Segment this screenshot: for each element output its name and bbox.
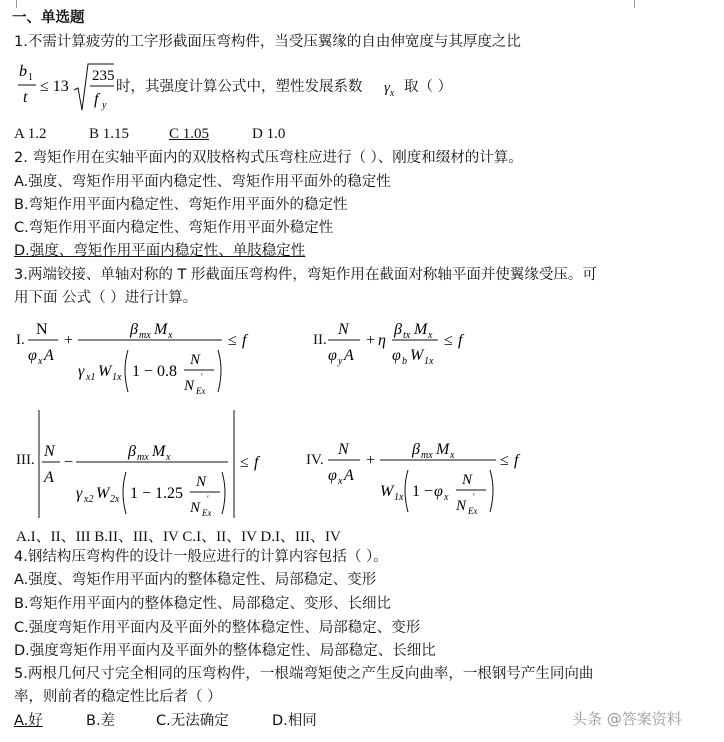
svg-text:mx: mx [421, 450, 433, 461]
svg-text:W: W [96, 485, 110, 502]
svg-text:x: x [444, 492, 449, 503]
svg-text:f: f [242, 332, 247, 349]
svg-text:f: f [458, 332, 463, 349]
svg-text:x2: x2 [84, 494, 94, 505]
formula-i [28, 312, 288, 402]
svg-text:N: N [196, 474, 207, 490]
svg-text:235: 235 [92, 68, 115, 84]
formula-iv-label: IV. [306, 452, 324, 468]
svg-text:t: t [23, 89, 28, 106]
svg-text:f: f [254, 454, 259, 471]
q1-stem-tail: 取（ ） [404, 79, 453, 95]
svg-text:2x: 2x [110, 494, 120, 505]
svg-text:W: W [98, 363, 112, 380]
svg-text:′: ′ [473, 492, 475, 502]
q5-stem-line2: 率，则前者的稳定性比后者（ ） [14, 689, 222, 705]
svg-text:′: ′ [201, 372, 203, 382]
svg-text:≤: ≤ [240, 454, 249, 471]
svg-text:φ: φ [392, 347, 401, 364]
svg-text:A: A [44, 469, 54, 486]
svg-text:x: x [428, 330, 433, 341]
svg-text:1x: 1x [424, 356, 434, 367]
q5-option-c[interactable]: C.无法确定 [156, 713, 229, 729]
q2-option-d[interactable]: D.强度、弯矩作用平面内稳定性、单肢稳定性 [14, 243, 306, 259]
svg-text:β: β [130, 321, 138, 338]
q2-option-c[interactable]: C.弯矩作用平面内稳定性、弯矩作用平面外稳定性 [14, 220, 334, 236]
svg-text:φ: φ [328, 467, 337, 484]
formula-iii [36, 408, 276, 520]
formula-ii [328, 312, 498, 372]
svg-text:y: y [102, 100, 107, 111]
svg-text:W: W [410, 347, 424, 364]
q2-stem: 2. 弯矩作用在实轴平面内的双肢格构式压弯柱应进行（ ）、刚度和缀材的计算。 [14, 150, 523, 166]
svg-text:x: x [450, 450, 455, 461]
gamma-x-symbol: $\gamma_x$ [384, 80, 395, 99]
svg-text:γ: γ [76, 485, 83, 502]
svg-text:N: N [44, 443, 55, 460]
svg-text:N: N [36, 321, 48, 338]
q4-option-c[interactable]: C.强度弯矩作用平面内及平面外的整体稳定性、局部稳定、变形 [14, 620, 421, 636]
q1-option-a[interactable]: A 1.2 [14, 126, 47, 142]
svg-text:A: A [344, 347, 354, 364]
svg-text:+: + [366, 452, 376, 469]
svg-text:M: M [152, 443, 166, 460]
q4-option-b[interactable]: B.弯矩作用平面内的整体稳定性、局部稳定、变形、长细比 [14, 596, 392, 612]
svg-text:N: N [338, 321, 349, 338]
svg-text:β: β [412, 441, 420, 458]
svg-text:b: b [402, 356, 407, 367]
svg-text:mx: mx [137, 452, 149, 463]
svg-text:M: M [436, 441, 450, 458]
svg-text:−: − [64, 454, 74, 471]
svg-text:x1: x1 [86, 372, 96, 383]
svg-text:Ex: Ex [468, 506, 478, 516]
svg-text:1 −: 1 − [412, 483, 434, 500]
q2-option-a[interactable]: A.强度、弯矩作用平面内稳定性、弯矩作用平面外的稳定性 [14, 174, 391, 190]
svg-text:φ: φ [434, 483, 443, 500]
svg-text:≤: ≤ [500, 452, 509, 469]
formula-i-label: I. [16, 332, 25, 348]
q2-option-b[interactable]: B.弯矩作用平面内稳定性、弯矩作用平面外的稳定性 [14, 197, 348, 213]
q3-stem-line2: 用下面 公式（ ）进行计算。 [14, 290, 198, 306]
svg-text:f: f [514, 452, 519, 469]
svg-text:Ex: Ex [202, 508, 212, 518]
svg-text:≤: ≤ [444, 332, 453, 349]
svg-text:f: f [94, 91, 99, 108]
q1-stem-suffix: 时，其强度计算公式中，塑性发展系数 [116, 79, 363, 95]
q4-option-a[interactable]: A.强度、弯矩作用平面内的整体稳定性、局部稳定、变形 [14, 572, 377, 588]
crop-mark-top-left [8, 0, 17, 8]
svg-text:A: A [344, 467, 354, 484]
svg-text:+: + [64, 332, 74, 349]
q4-option-d[interactable]: D.强度弯矩作用平面内及平面外的整体稳定性、局部稳定、长细比 [14, 643, 436, 659]
q3-stem-line1: 3.两端铰接、单轴对称的 T 形截面压弯构件，弯矩作用在截面对称轴平面并使翼缘受压。可 [14, 267, 597, 283]
svg-text:N: N [190, 352, 201, 368]
q5-option-d[interactable]: D.相同 [272, 713, 317, 729]
q1-option-b[interactable]: B 1.15 [89, 126, 130, 142]
q4-stem: 4.钢结构压弯构件的设计一般应进行的计算内容包括（ ）。 [14, 549, 388, 565]
svg-text:N: N [456, 498, 467, 514]
svg-text:1x: 1x [112, 372, 122, 383]
svg-text:+: + [366, 332, 376, 349]
svg-text:φ: φ [328, 347, 337, 364]
q3-answer-options[interactable]: A.I、II、III B.II、III、IV C.I、II、IV D.I、III、IV [16, 529, 341, 545]
svg-text:η: η [378, 332, 386, 349]
svg-text:1 − 1.25: 1 − 1.25 [130, 485, 184, 502]
svg-text:W: W [380, 483, 394, 500]
svg-text:1x: 1x [394, 492, 404, 503]
svg-text:M: M [414, 321, 428, 338]
svg-text:M: M [154, 321, 168, 338]
svg-text:N: N [462, 472, 473, 488]
svg-text:x: x [38, 356, 43, 367]
formula-iii-label: III. [16, 452, 35, 468]
svg-text:γ: γ [78, 363, 85, 380]
formula-iv [328, 432, 548, 522]
svg-text:N: N [190, 500, 201, 516]
q1-stem: 1.不需计算疲劳的工字形截面压弯构件，当受压翼缘的自由伸宽度与其厚度之比 [14, 34, 521, 50]
svg-text:1: 1 [28, 72, 33, 83]
svg-text:x: x [168, 330, 173, 341]
q1-option-c[interactable]: C 1.05 [169, 126, 210, 142]
svg-text:1 − 0.8: 1 − 0.8 [132, 363, 178, 380]
svg-text:β: β [128, 443, 136, 460]
q5-stem-line1: 5.两根几何尺寸完全相同的压弯构件，一根端弯矩使之产生反向曲率，一根钢号产生同向曲 [14, 666, 594, 682]
watermark: 头条 @答案资料 [572, 710, 682, 728]
q5-option-a[interactable]: A.好 [14, 713, 43, 729]
svg-text:′: ′ [207, 494, 209, 504]
svg-text:b: b [19, 63, 27, 80]
svg-text:tx: tx [403, 330, 411, 341]
svg-text:y: y [338, 356, 343, 367]
svg-text:N: N [338, 441, 349, 458]
svg-text:N: N [184, 378, 195, 394]
svg-text:β: β [394, 321, 402, 338]
svg-text:x: x [338, 476, 343, 487]
q1-option-d[interactable]: D 1.0 [252, 126, 286, 142]
crop-mark-top-right [634, 0, 643, 8]
svg-text:φ: φ [28, 347, 37, 364]
svg-text:x: x [166, 452, 171, 463]
svg-text:mx: mx [139, 330, 151, 341]
svg-text:≤: ≤ [228, 332, 237, 349]
svg-text:A: A [44, 347, 54, 364]
section-title: 一、单选题 [12, 10, 85, 26]
svg-text:≤ 13: ≤ 13 [40, 78, 69, 95]
svg-text:Ex: Ex [196, 386, 206, 396]
formula-ii-label: II. [313, 332, 327, 348]
q1-ratio-formula [16, 60, 116, 116]
q5-option-b[interactable]: B.差 [86, 713, 116, 729]
